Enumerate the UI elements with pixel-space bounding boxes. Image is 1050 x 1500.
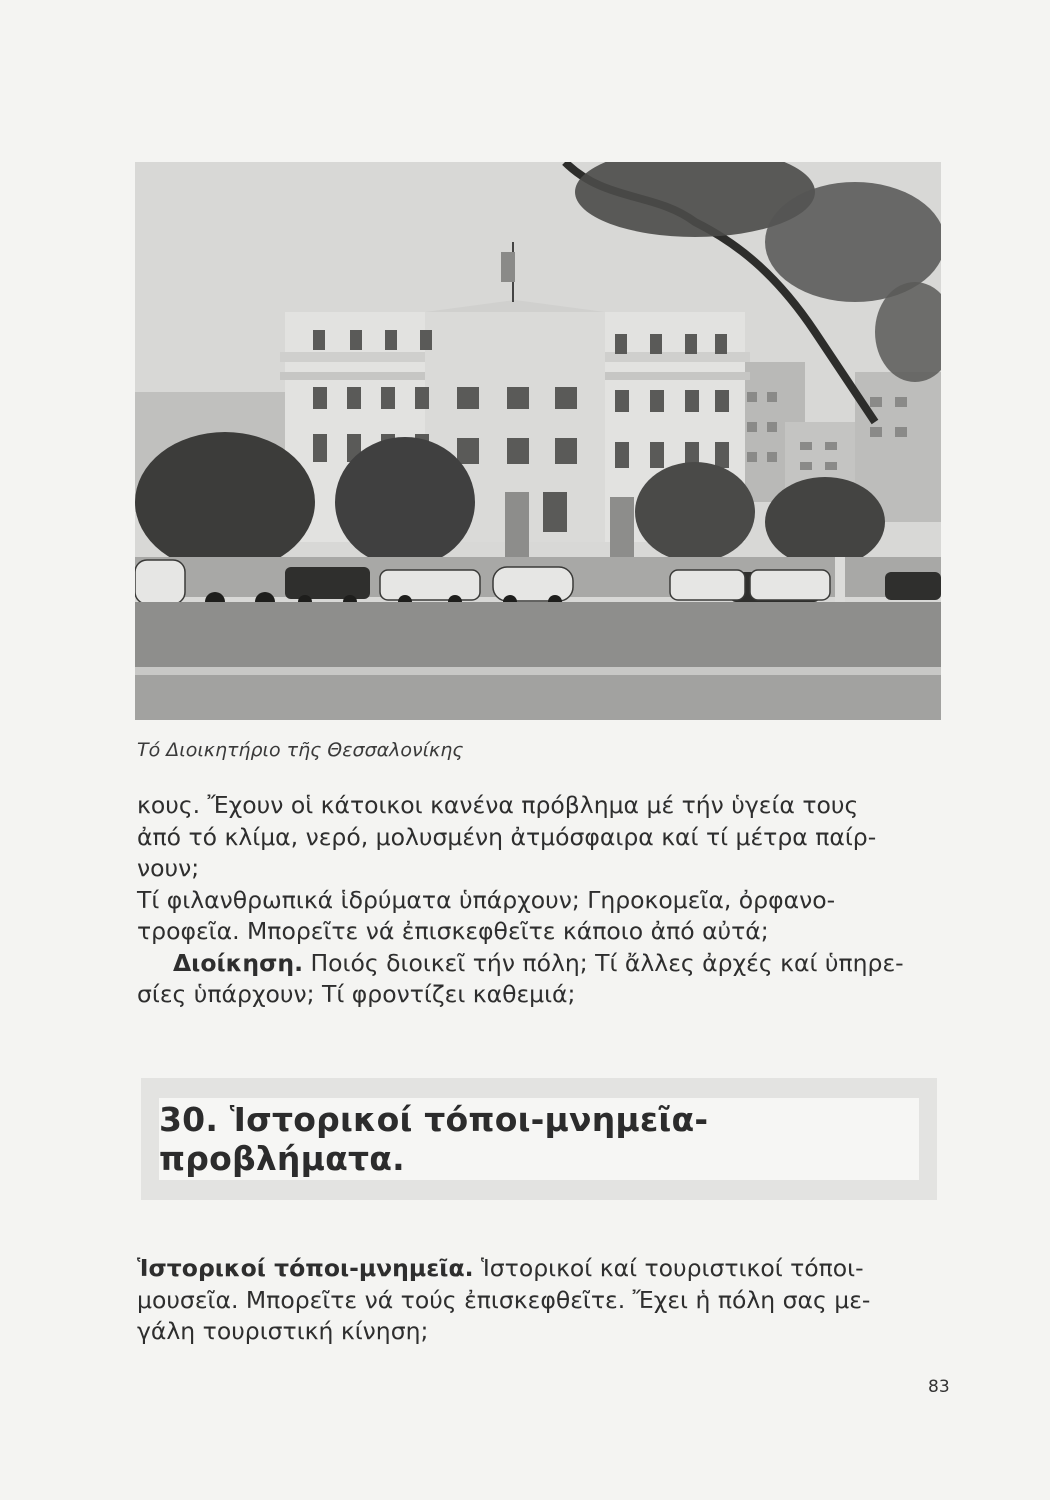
term-administration: Διοίκηση. (173, 948, 304, 977)
page-number: 83 (928, 1377, 950, 1397)
text-line: Τί φιλανθρωπικά ἱδρύματα ὑπάρχουν; Γηροκομεῖα, ὀρφανο- (137, 885, 836, 914)
text-line: κους. Ἔχουν οἱ κάτοικοι κανένα πρόβλημα μέ τήν ὑγεία τους (137, 791, 859, 819)
photo-caption: Τό Διοικητήριο τῆς Θεσσαλονίκης (137, 739, 464, 761)
text-line: γάλη τουριστική κίνηση; (137, 1317, 429, 1345)
section-health-administration (137, 790, 947, 1011)
historic-paragraph (137, 1253, 947, 1285)
photo-government-house (135, 162, 941, 720)
text-line: τροφεῖα. Μπορεῖτε νά ἐπισκεφθεῖτε κάποιο ἀπό αὐτά; (137, 917, 769, 945)
administration-paragraph (137, 948, 947, 980)
section-historic-places (137, 1253, 947, 1348)
text-line: μουσεῖα. Μπορεῖτε νά τούς ἐπισκεφθεῖτε. Ἔχει ἡ πόλη σας με- (137, 1285, 871, 1314)
banner-frame (159, 1098, 919, 1180)
text-line: ἀπό τό κλίμα, νερό, μολυσμένη ἀτμόσφαιρα καί τί μέτρα παίρ- (137, 822, 877, 851)
section-title: 30. Ἱστορικοί τόποι-μνημεῖα- προβλήματα. (159, 1100, 709, 1178)
section-banner (141, 1078, 937, 1200)
text-line: νουν; (137, 854, 200, 882)
term-historic-places: Ἱστορικοί τόποι-μνημεῖα. (137, 1254, 474, 1282)
text-line: Ποιός διοικεῖ τήν πόλη; Τί ἄλλες ἀρχές καί ὑπηρε- (303, 948, 904, 977)
photo-illustration (135, 162, 941, 720)
text-line: σίες ὑπάρχουν; Τί φροντίζει καθεμιά; (137, 980, 576, 1008)
text-line: Ἱστορικοί καί τουριστικοί τόποι- (473, 1254, 864, 1282)
